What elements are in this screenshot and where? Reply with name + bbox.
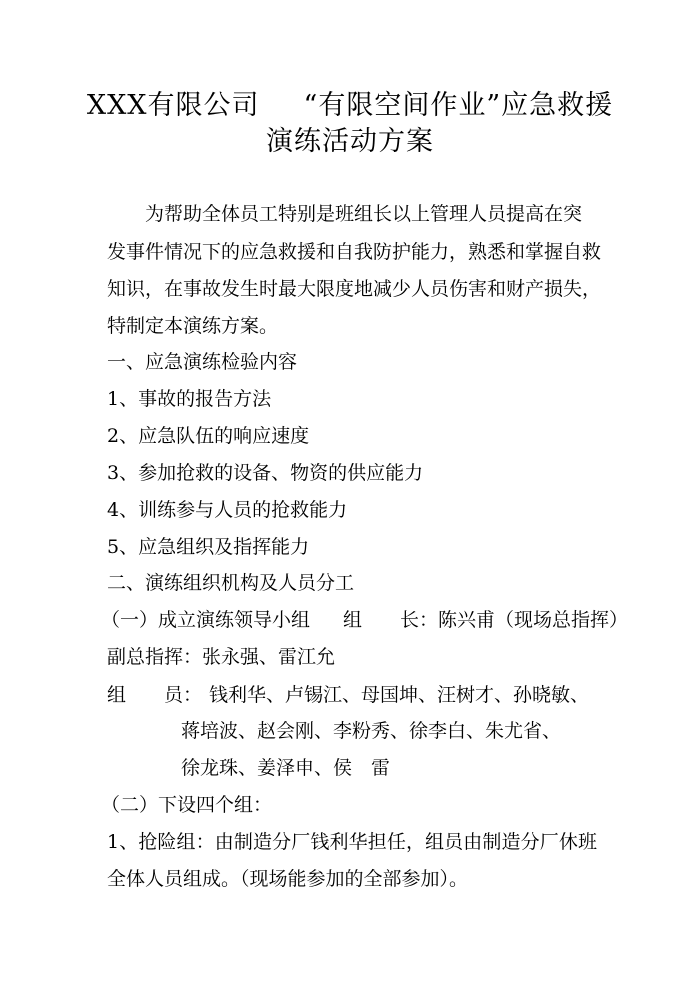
members-label: 组 员：: [107, 684, 203, 706]
section-1-heading: 一、应急演练检验内容: [107, 351, 298, 373]
section-1-item-4: 4、训练参与人员的抢救能力: [107, 499, 348, 521]
intro-line-4: 特制定本演练方案。: [107, 315, 279, 337]
document-title-line-1: [0, 88, 700, 124]
intro-line-2: 发事件情况下的应急救援和自我防护能力，熟悉和掌握自救: [107, 241, 602, 263]
title-subject: “有限空间作业”应急救援: [303, 90, 614, 121]
members-line-2: 蒋培波、赵会刚、李粉秀、徐李白、朱尤省、: [181, 720, 562, 742]
subsection-1-title: （一）成立演练领导小组: [101, 609, 311, 631]
document-title-line-2: 演练活动方案: [266, 126, 434, 157]
subsection-2-title: （二）下设四个组：: [101, 794, 273, 816]
members-line-1: 钱利华、卢锡江、母国坤、汪树才、孙晓敏、: [209, 684, 590, 706]
intro-line-1: 为帮助全体员工特别是班组长以上管理人员提高在突: [145, 203, 583, 225]
section-1-item-1: 1、事故的报告方法: [107, 388, 272, 410]
group-leader: 组 长：陈兴甫（现场总指挥）: [343, 609, 629, 631]
group-1-line-1: 1、抢险组：由制造分厂钱利华担任，组员由制造分厂休班: [107, 831, 597, 853]
deputy-commander: 副总指挥：张永强、雷江允: [107, 646, 336, 668]
section-1-item-5: 5、应急组织及指挥能力: [107, 536, 310, 558]
section-1-item-3: 3、参加抢救的设备、物资的供应能力: [107, 462, 424, 484]
group-1-line-2: 全体人员组成。（现场能参加的全部参加）。: [107, 868, 469, 890]
title-company: XXX有限公司: [86, 90, 260, 121]
members-line-3: 徐龙珠、姜泽申、侯 雷: [181, 757, 391, 779]
intro-line-3: 知识，在事故发生时最大限度地减少人员伤害和财产损失，: [107, 278, 602, 300]
section-1-item-2: 2、应急队伍的响应速度: [107, 425, 310, 447]
section-2-heading: 二、演练组织机构及人员分工: [107, 572, 355, 594]
